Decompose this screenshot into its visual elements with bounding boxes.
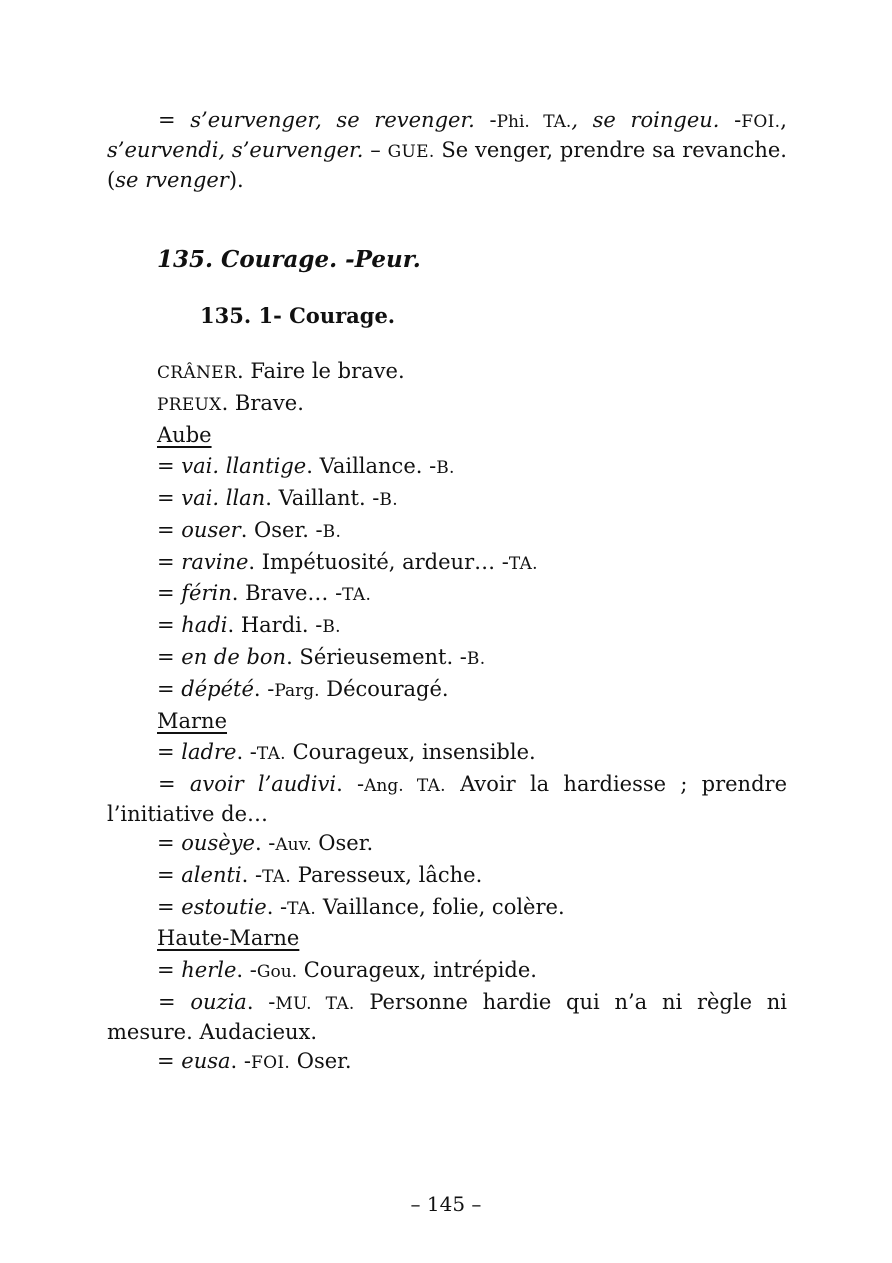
- term: ousèye: [181, 831, 255, 855]
- page-number: – 145 –: [410, 1192, 482, 1216]
- source-abbr: GUE.: [387, 142, 435, 162]
- entry-line: CRÂNER. Faire le brave.: [157, 359, 405, 383]
- term: ouser: [181, 518, 241, 542]
- term: estoutie: [181, 895, 267, 919]
- source-abbr: B.: [379, 490, 398, 510]
- entry-line: = ladre. -TA. Courageux, insensible.: [157, 740, 536, 764]
- source-abbr: TA.: [508, 554, 538, 574]
- intro-paragraph: = s’eurvenger, se revenger. -Phi. TA., se roingeu. -FOI., s’eurvendi, s’eurvenger. – GUE. Se venger, prendre sa revanche. (se rvenger).: [107, 108, 787, 192]
- source-abbr: TA.: [311, 994, 355, 1014]
- entry-line: = férin. Brave… -TA.: [157, 581, 372, 605]
- term: eusa: [181, 1049, 231, 1073]
- term: hadi: [181, 613, 228, 637]
- term: en de bon: [181, 645, 287, 669]
- source-abbr: TA.: [403, 776, 446, 796]
- region-heading-aube: Aube: [157, 423, 212, 447]
- entry-line: = vai. llan. Vaillant. -B.: [157, 486, 398, 510]
- headword: CRÂNER: [157, 363, 237, 383]
- term: ladre: [181, 740, 237, 764]
- subsection-heading: 135. 1- Courage.: [200, 303, 396, 328]
- source-abbr: Gou.: [256, 962, 298, 982]
- source-abbr: TA.: [256, 744, 286, 764]
- source-abbr: FOI.: [250, 1053, 291, 1073]
- term: vai. llantige: [181, 454, 307, 478]
- entry-line: = estoutie. -TA. Vaillance, folie, colère.: [157, 895, 565, 919]
- entry-line: = vai. llantige. Vaillance. -B.: [157, 454, 455, 478]
- term: s’eurvendi, s’eurvenger.: [107, 138, 364, 162]
- section-heading: 135. Courage. -Peur.: [157, 246, 421, 273]
- source-abbr: Phi. TA.: [496, 112, 572, 132]
- source-abbr: Parg.: [274, 681, 320, 701]
- entry-paragraph: = avoir l’audivi. -Ang. TA. Avoir la hardiesse ; prendre l’initiative de…: [107, 772, 787, 826]
- entry-line: = ravine. Impétuosité, ardeur… -TA.: [157, 550, 538, 574]
- source-abbr: B.: [466, 649, 486, 669]
- term: alenti: [181, 863, 242, 887]
- source-abbr: B.: [322, 617, 341, 637]
- term: s’eurvenger, se revenger.: [190, 108, 475, 132]
- source-abbr: FOI.: [741, 112, 781, 132]
- entry-line: = ousèye. -Auv. Oser.: [157, 831, 374, 855]
- region-heading-marne: Marne: [157, 709, 228, 733]
- entry-line: = herle. -Gou. Courageux, intrépide.: [157, 958, 537, 982]
- source-abbr: Auv.: [275, 835, 312, 855]
- term: se rvenger: [115, 168, 229, 192]
- term: ravine: [181, 550, 249, 574]
- entry-line: = eusa. -FOI. Oser.: [157, 1049, 352, 1073]
- entry-line: PREUX. Brave.: [157, 391, 304, 415]
- source-abbr: TA.: [262, 867, 292, 887]
- term: ouzia: [190, 990, 247, 1014]
- entry-line: = dépété. -Parg. Découragé.: [157, 677, 449, 701]
- source-abbr: Ang.: [364, 776, 404, 796]
- term: herle: [181, 958, 237, 982]
- entry-line: = ouser. Oser. -B.: [157, 518, 342, 542]
- headword: PREUX: [157, 395, 222, 415]
- term: dépété: [181, 677, 254, 701]
- term: avoir l’audivi: [189, 772, 337, 796]
- source-abbr: B.: [322, 522, 342, 542]
- entry-line: = alenti. -TA. Paresseux, lâche.: [157, 863, 483, 887]
- entry-paragraph: = ouzia. -MU. TA. Personne hardie qui n’a ni règle ni mesure. Audacieux.: [107, 990, 787, 1044]
- entry-line: = en de bon. Sérieusement. -B.: [157, 645, 486, 669]
- source-abbr: B.: [436, 458, 455, 478]
- source-abbr: MU.: [275, 994, 312, 1014]
- region-heading-haute-marne: Haute-Marne: [157, 926, 300, 950]
- term: vai. llan: [181, 486, 266, 510]
- source-abbr: TA.: [287, 899, 317, 919]
- term: férin: [181, 581, 232, 605]
- source-abbr: TA.: [342, 585, 372, 605]
- entry-line: = hadi. Hardi. -B.: [157, 613, 341, 637]
